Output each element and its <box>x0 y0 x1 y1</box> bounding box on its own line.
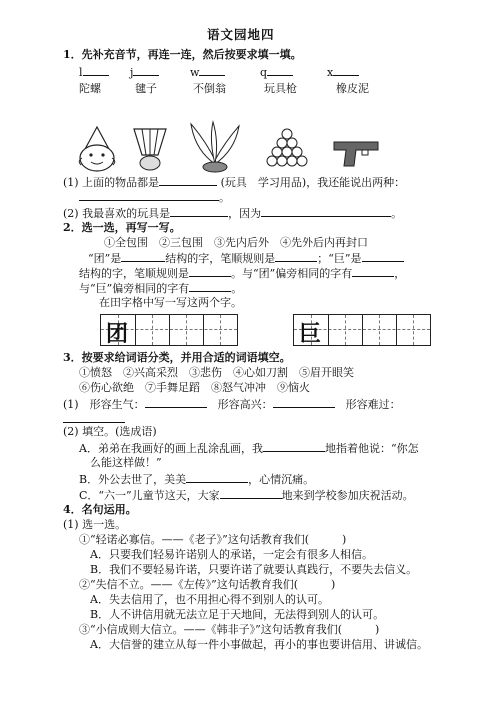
q3-item-a-cont: 么能这样做！” <box>90 456 162 469</box>
q4-item-1b[interactable]: B．我们不要轻易许诺，只要许诺了就要认真践行，不要失去信义。 <box>90 563 418 576</box>
word-2: 毽子 <box>135 82 157 95</box>
model-char-1: 团 <box>106 321 129 347</box>
q3-words-1: ①愤怒 ②兴高采烈 ③悲伤 ④心如刀割 ⑤眉开眼笑 <box>79 366 354 379</box>
q2-options: ①全包围 ②三包围 ③先内后外 ④先外后内再封口 <box>104 236 368 249</box>
word-1: 陀螺 <box>79 82 101 95</box>
word-3: 不倒翁 <box>193 82 226 95</box>
q1-sub1-line2: 。 <box>79 190 230 204</box>
q3-item-b: B．外公去世了，美美 ，心情沉痛。 <box>79 473 315 486</box>
q3-blank-happy[interactable] <box>273 397 335 408</box>
q1-sub2: (2) 我最喜欢的玩具是 ，因为 。 <box>63 207 403 220</box>
shuttlecock-icon <box>128 125 172 173</box>
q2-line3: 与“巨”偏旁相同的字有 。 <box>79 282 243 295</box>
tumbler-doll-icon <box>72 125 122 173</box>
q3-label: 3．按要求给词语分类，并用合适的词语填空。 <box>63 351 291 364</box>
q2-blank-6[interactable] <box>189 281 231 292</box>
ball-pyramid-icon <box>262 128 312 172</box>
q4-item-3: ③“小信成则大信立。——《韩非子》”这句话教育我们( ) <box>79 623 380 636</box>
writing-grid-2[interactable] <box>293 314 431 346</box>
q1-sub1-blank[interactable] <box>159 175 217 186</box>
q3-blank-a[interactable] <box>263 441 325 452</box>
q2-blank-4[interactable] <box>189 266 231 277</box>
q3-blank-c[interactable] <box>220 488 282 499</box>
q3-item-c: C．“六一”儿童节这天，大家 地来到学校参加庆祝活动。 <box>79 489 414 502</box>
q4-item-1: ①“轻诺必寡信。——《老子》”这句话教育我们( ) <box>79 533 347 546</box>
q4-sub1: (1) 选一选。 <box>63 518 127 531</box>
q4-item-2: ②“失信不立。——《左传》”这句话教育我们( ) <box>79 578 336 591</box>
word-5: 橡皮泥 <box>336 82 369 95</box>
q2-blank-1[interactable] <box>121 251 165 262</box>
q1-sub2-blank2[interactable] <box>261 206 391 217</box>
word-4: 玩具枪 <box>264 82 297 95</box>
q4-item-1a[interactable]: A．只要我们轻易许诺别人的承诺，一定会有很多人相信。 <box>90 548 373 561</box>
syllable-blank-1[interactable] <box>83 65 109 76</box>
q4-label: 4．名句运用。 <box>63 503 137 516</box>
q2-line2: 结构的字，笔顺规则是 。与“团”偏旁相同的字有 ， <box>79 267 406 280</box>
syllable-4: q <box>260 65 293 79</box>
q3-blank-sad[interactable] <box>63 412 125 423</box>
q3-blank-b[interactable] <box>186 472 248 483</box>
q3-sub2: (2) 填空。(选成语) <box>63 425 157 438</box>
syllable-blank-3[interactable] <box>199 65 225 76</box>
syllable-2: j <box>130 65 159 79</box>
q2-line1: “团”是 结构的字，笔顺规则是 ；“巨”是 <box>88 251 404 265</box>
syllable-5: x <box>327 65 359 79</box>
q3-blank-angry[interactable] <box>145 397 207 408</box>
q2-blank-5[interactable] <box>352 266 394 277</box>
q2-blank-2[interactable] <box>275 251 317 262</box>
writing-grid-1[interactable] <box>100 314 238 346</box>
syllable-1: l <box>79 65 109 79</box>
syllable-blank-4[interactable] <box>267 65 293 76</box>
q2-practice: 在田字格中写一写这两个字。 <box>99 296 242 309</box>
q3-sub1-line2 <box>63 412 125 426</box>
q1-sub2-blank1[interactable] <box>170 206 228 217</box>
q1-sub1-blank2[interactable] <box>79 190 219 201</box>
q2-label: 2．选一选，再写一写。 <box>63 221 181 234</box>
q2-blank-3[interactable] <box>362 251 404 262</box>
page-title: 语文园地四 <box>207 27 275 42</box>
q3-words-2: ⑥伤心欲绝 ⑦手舞足蹈 ⑧怒气冲冲 ⑨恼火 <box>79 381 310 394</box>
q4-item-2a[interactable]: A．失去信用了，也不用担心得不到别人的认可。 <box>90 593 329 606</box>
toy-gun-icon <box>332 138 382 170</box>
syllable-3: w <box>190 65 225 79</box>
q1-sub1: (1) 上面的物品都是 (玩具 学习用品)，我还能说出两种： <box>63 176 406 189</box>
q1-label: 1．先补充音节，再连一连，然后按要求填一填。 <box>63 48 302 61</box>
q3-item-a: A．弟弟在我画好的画上乱涂乱画，我 地指着他说：“你怎 <box>79 442 419 455</box>
q4-item-3a[interactable]: A．大信誉的建立从每一件小事做起，再小的事也要讲信用、讲诚信。 <box>90 638 428 651</box>
feather-toy-icon <box>185 120 245 174</box>
syllable-blank-5[interactable] <box>333 65 359 76</box>
syllable-blank-2[interactable] <box>133 65 159 76</box>
q4-item-2b[interactable]: B．人不讲信用就无法立足于天地间，无法得到别人的认可。 <box>90 608 385 621</box>
model-char-2: 巨 <box>299 321 322 347</box>
q3-sub1: (1) 形容生气： 形容高兴： 形容难过： <box>63 398 401 411</box>
